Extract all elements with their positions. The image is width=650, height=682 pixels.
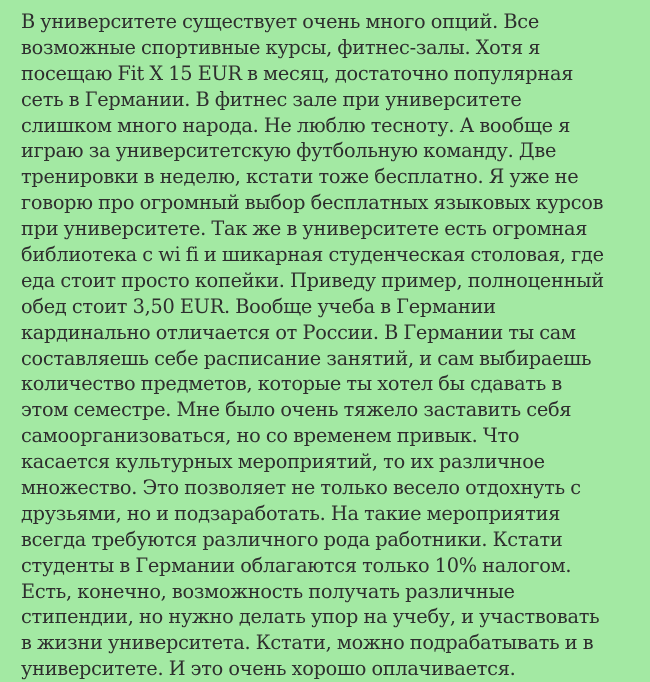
text-line: Есть, конечно, возможность получать различные: [21, 579, 515, 603]
text-line: В университете существует очень много опций. Все: [21, 10, 539, 33]
text-line: тренировки в неделю, кстати тоже бесплатно. Я уже не: [21, 165, 579, 189]
text-line: сеть в Германии. В фитнес зале при университете: [21, 87, 522, 111]
text-line: кардинально отличается от России. В Германии ты сам: [21, 320, 576, 344]
text-line: говорю про огромный выбор бесплатных языковых курсов: [21, 191, 604, 215]
text-line: библиотека с wi fi и шикарная студенческая столовая, где: [21, 243, 604, 267]
text-line: этом семестре. Мне было очень тяжело заставить себя: [21, 398, 572, 422]
text-line: при университете. Так же в университете есть огромная: [21, 217, 588, 241]
text-line: стипендии, но нужно делать упор на учебу, и участвовать: [21, 605, 600, 629]
text-line: всегда требуются различного рода работники. Кстати: [21, 527, 563, 551]
text-line: посещаю Fit X 15 EUR в месяц, достаточно популярная: [21, 61, 574, 85]
text-line: еда стоит просто копейки. Приведу пример, полноценный: [21, 268, 604, 292]
text-line: касается культурных мероприятий, то их различное: [21, 450, 545, 474]
text-line: возможные спортивные курсы, фитнес-залы. Хотя я: [21, 35, 541, 59]
text-line: в жизни университета. Кстати, можно подрабатывать и в: [21, 631, 594, 655]
text-line: составляешь себе расписание занятий, и сам выбираешь: [21, 346, 592, 370]
text-line: самоорганизоваться, но со временем привык. Что: [21, 424, 520, 448]
article-text: [21, 9, 638, 682]
text-line: играю за университетскую футбольную команду. Две: [21, 139, 557, 163]
text-line: слишком много народа. Не люблю тесноту. А вообще я: [21, 113, 571, 137]
text-line: множество. Это позволяет не только весело отдохнуть с: [21, 476, 581, 500]
text-line: друзьями, но и подзаработать. На такие мероприятия: [21, 501, 561, 525]
text-line: обед стоит 3,50 EUR. Вообще учеба в Германии: [21, 294, 496, 318]
text-line: студенты в Германии облагаются только 10% налогом.: [21, 553, 572, 577]
text-line: количество предметов, которые ты хотел бы сдавать в: [21, 372, 562, 396]
text-line: университете. И это очень хорошо оплачивается.: [21, 657, 516, 681]
